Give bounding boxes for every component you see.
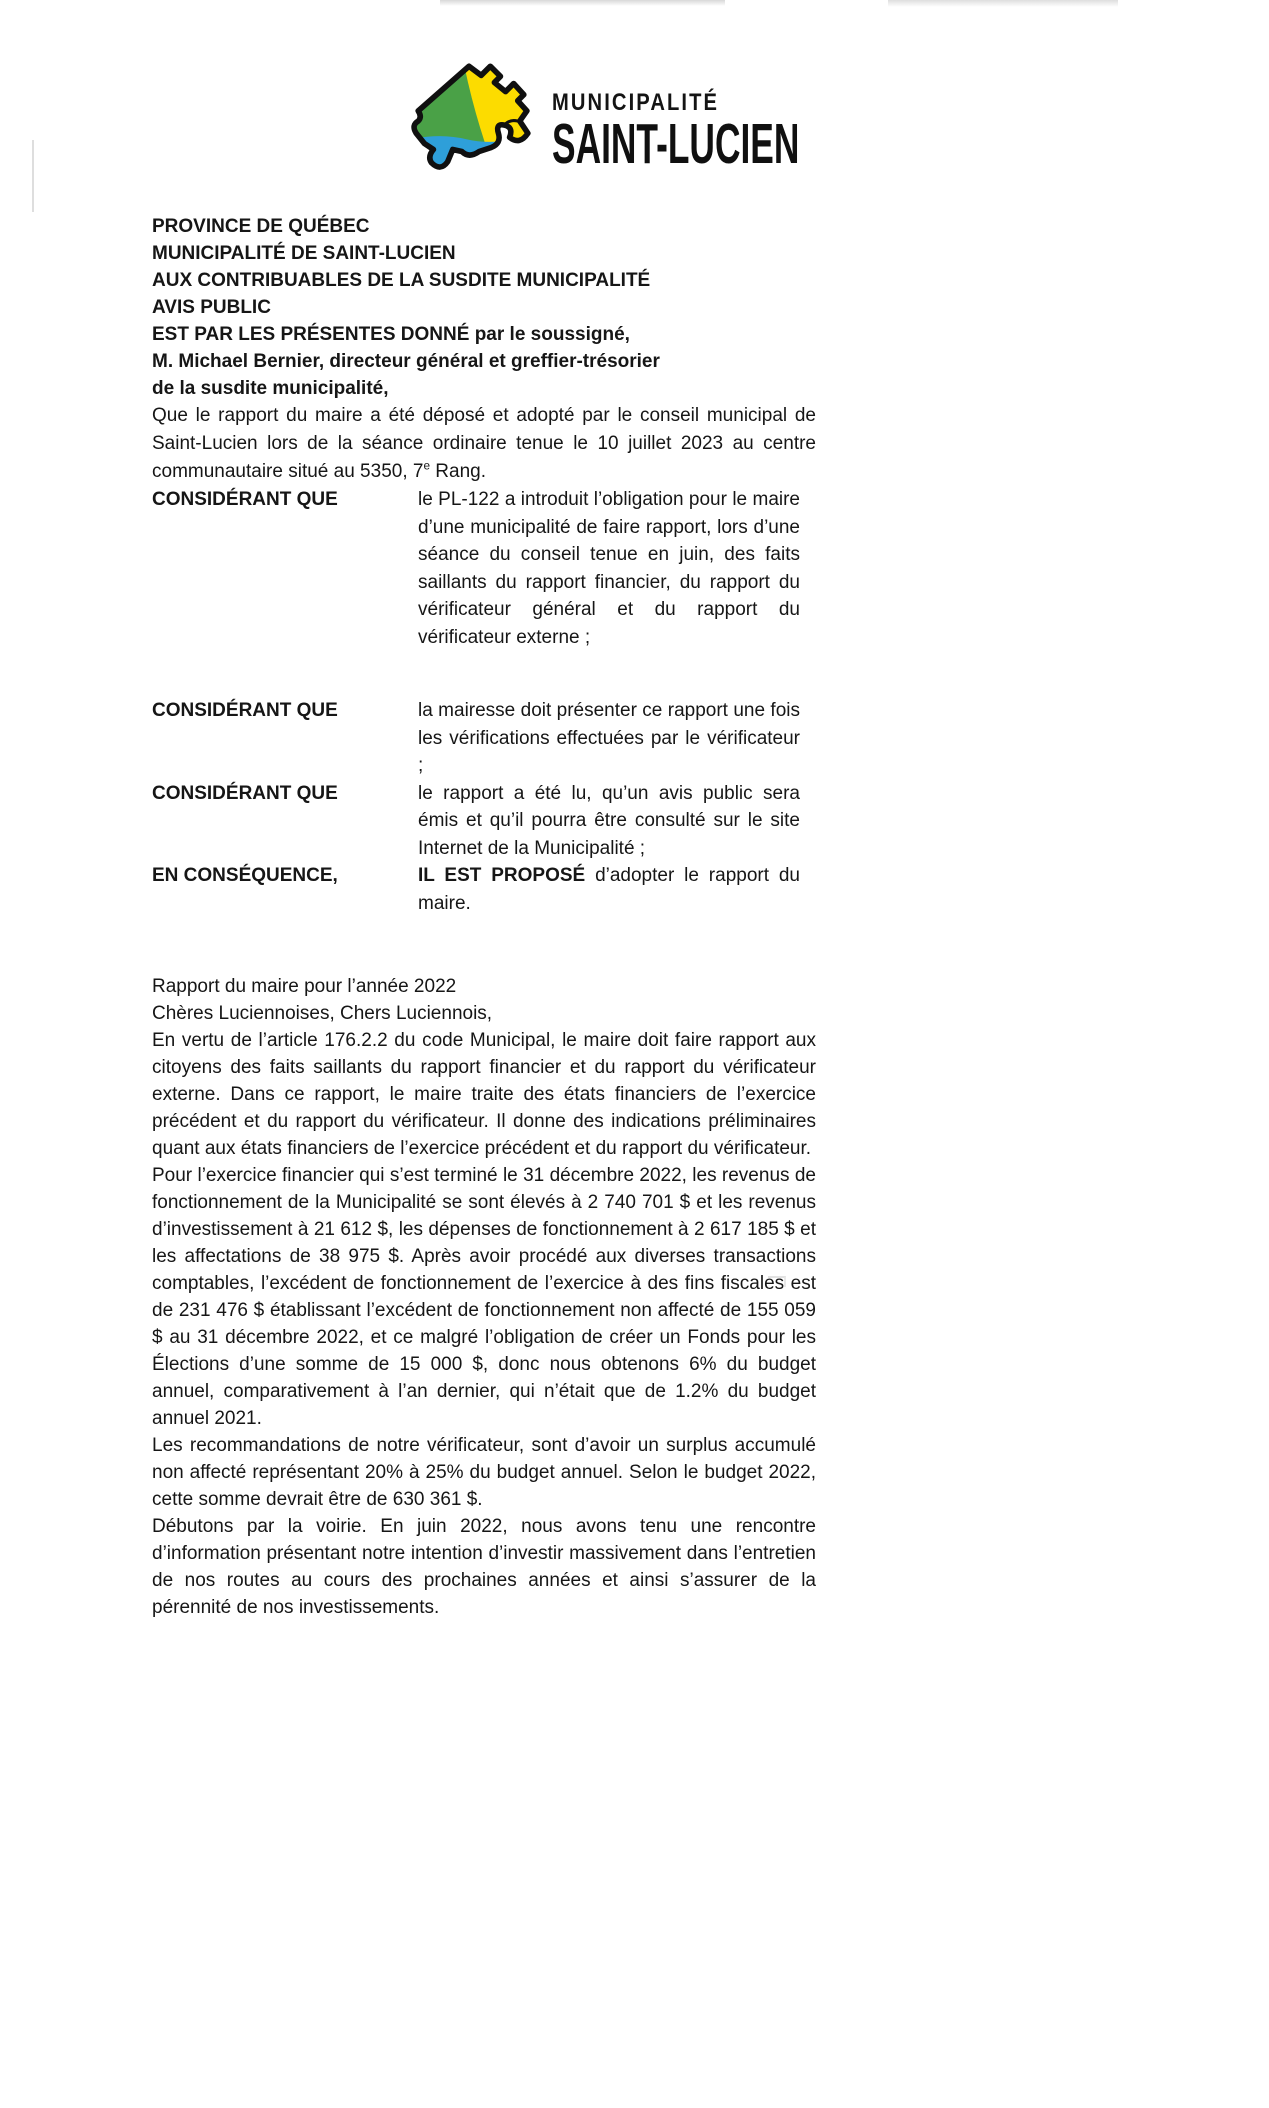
clause-text: la mairesse doit présenter ce rapport une fois les vérifications effectuées par le vérificateur ; bbox=[418, 700, 800, 776]
logo-wordmark-saint-lucien: SAINT-LUCIEN bbox=[552, 112, 800, 176]
clause-label: CONSIDÉRANT QUE bbox=[152, 700, 338, 721]
given-by-line: M. Michael Bernier, directeur général et greffier-trésorier bbox=[152, 351, 660, 372]
clauses-section bbox=[152, 486, 816, 917]
logo-wordmark bbox=[552, 89, 951, 176]
municipality-line: MUNICIPALITÉ DE SAINT-LUCIEN bbox=[152, 243, 456, 264]
clause-label: CONSIDÉRANT QUE bbox=[152, 489, 338, 510]
notice-title: AVIS PUBLIC bbox=[152, 297, 271, 318]
municipality-logo bbox=[404, 58, 951, 176]
scan-artifact bbox=[888, 0, 1118, 7]
scan-artifact bbox=[32, 140, 34, 212]
clause-row bbox=[152, 486, 816, 651]
clause-text: le PL-122 a introduit l’obligation pour le maire d’une municipalité de faire rapport, lors d’une séance du conseil tenue en juin, des faits saillants du rapport financier, du rapport du vérificateur général et du rapport du vérificateur externe ; bbox=[418, 489, 800, 648]
ordinal-superscript: e bbox=[423, 459, 430, 473]
given-by-line: EST PAR LES PRÉSENTES DONNÉ par le soussigné, bbox=[152, 324, 630, 345]
intro-paragraph bbox=[152, 402, 816, 486]
intro-text-end: Rang. bbox=[430, 461, 486, 482]
report-paragraph: Pour l’exercice financier qui s’est terminé le 31 décembre 2022, les revenus de fonctionnement de la Municipalité se sont élevés à 2 740 701 $ et les revenus d’investissement à 21 612 $, les dépenses de fonctionnement à 2 617 185 $ et les affectations de 38 975 $. Après avoir procédé aux diverses transactions comptables, l’excédent de fonctionnement de l’exercice à des fins fiscales est de 231 476 $ établissant l’excédent de fonctionnement non affecté de 155 059 $ au 31 décembre 2022, et ce malgré l’obligation de créer un Fonds pour les Élections d’une somme de 15 000 $, donc nous obtenons 6% du budget annuel, comparativement à l’an dernier, qui n’était que de 1.2% du budget annuel 2021. bbox=[152, 1165, 816, 1429]
given-by-line: de la susdite municipalité, bbox=[152, 378, 389, 399]
territory-map-icon bbox=[404, 58, 536, 176]
report-paragraph: En vertu de l’article 176.2.2 du code Municipal, le maire doit faire rapport aux citoyens des faits saillants du rapport financier et du rapport du vérificateur externe. Dans ce rapport, le maire traite des états financiers de l’exercice précédent et du rapport du vérificateur. Il donne des indications préliminaires quant aux états financiers de l’exercice précédent et du rapport du vérificateur. bbox=[152, 1030, 816, 1159]
clause-row bbox=[152, 780, 816, 863]
report-paragraph: Les recommandations de notre vérificateur, sont d’avoir un surplus accumulé non affecté représentant 20% à 25% du budget annuel. Selon le budget 2022, cette somme devrait être de 630 361 $. bbox=[152, 1435, 816, 1510]
scan-artifact bbox=[440, 0, 725, 6]
clause-text: le rapport a été lu, qu’un avis public sera émis et qu’il pourra être consulté sur le site Internet de la Municipalité ; bbox=[418, 782, 800, 859]
report-paragraph: Débutons par la voirie. En juin 2022, nous avons tenu une rencontre d’information présentant notre intention d’investir massivement dans l’entretien de nos routes au cours des prochaines années et ainsi s’assurer de la pérennité de nos investissements. bbox=[152, 1516, 816, 1618]
logo-wordmark-municipalite: MUNICIPALITÉ bbox=[552, 89, 720, 116]
clause-lead: IL EST PROPOSÉ bbox=[418, 865, 586, 886]
salutation-line: Chères Luciennoises, Chers Luciennois, bbox=[152, 1003, 493, 1024]
clause-label: CONSIDÉRANT QUE bbox=[152, 782, 338, 804]
report-title: Rapport du maire pour l’année 2022 bbox=[152, 976, 457, 997]
given-by-block bbox=[152, 321, 816, 402]
intro-text: Que le rapport du maire a été déposé et adopté par le conseil municipal de Saint-Lucien lors de la séance ordinaire tenue le 10 juillet 2023 au centre communautaire situé au 5350, 7 bbox=[152, 405, 816, 482]
clause-row bbox=[152, 862, 816, 917]
clause-text: IL EST PROPOSÉ d’adopter le rapport du maire. bbox=[418, 865, 801, 914]
notice-body bbox=[152, 213, 816, 1621]
jurisdiction-block bbox=[152, 213, 816, 267]
addressee-line: AUX CONTRIBUABLES DE LA SUSDITE MUNICIPALITÉ bbox=[152, 270, 651, 291]
clause-label: EN CONSÉQUENCE, bbox=[152, 865, 338, 886]
province-line: PROVINCE DE QUÉBEC bbox=[152, 216, 370, 237]
clause-row bbox=[152, 697, 816, 780]
